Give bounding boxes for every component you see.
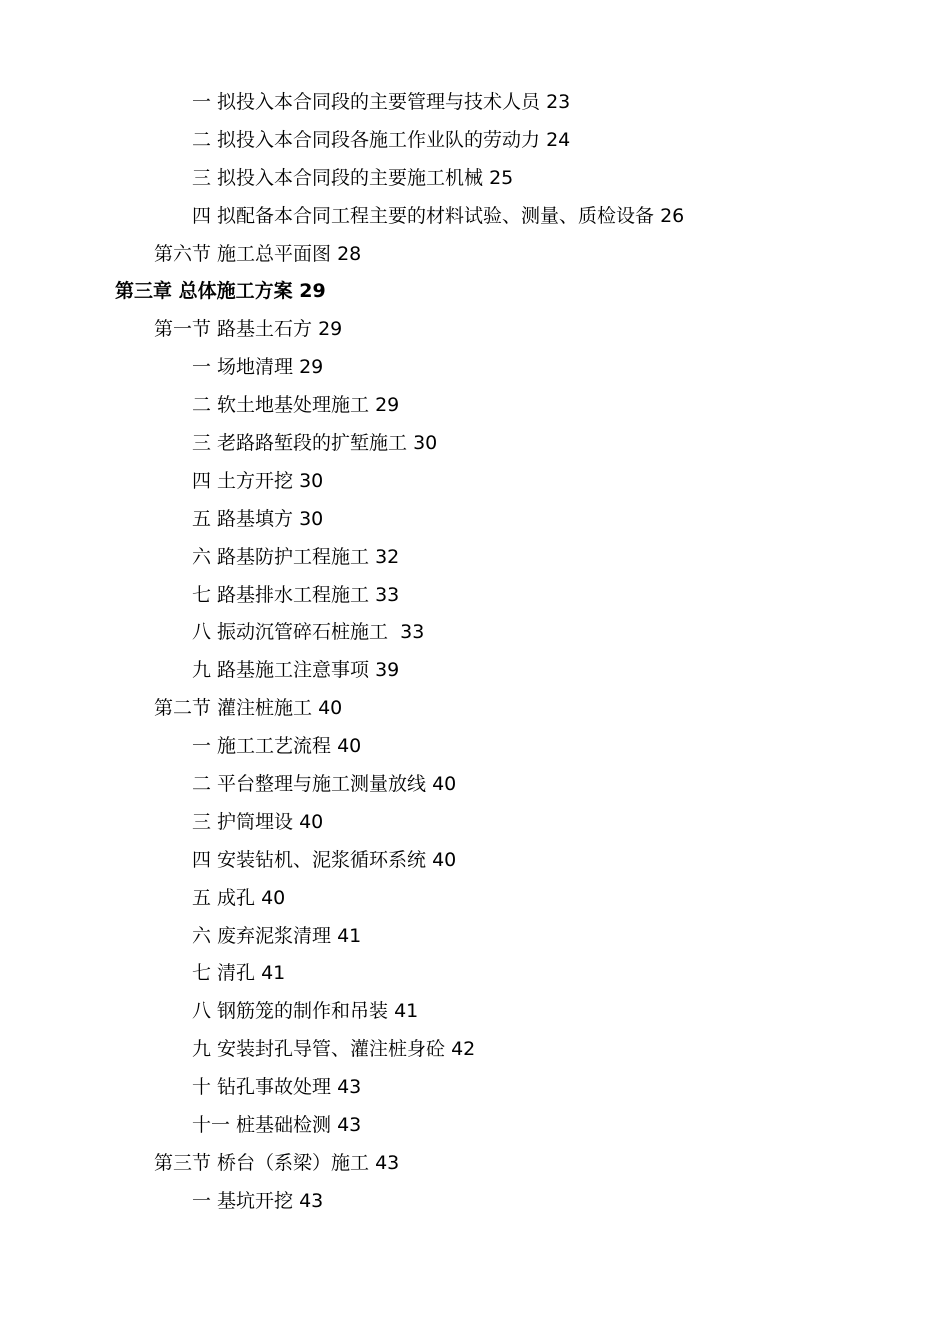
toc-item-entry[interactable]: 七 路基排水工程施工 33 [192, 583, 400, 606]
toc-item-entry[interactable]: 六 废弃泥浆清理 41 [192, 924, 362, 947]
toc-item-entry[interactable]: 六 路基防护工程施工 32 [192, 545, 400, 568]
toc-item-entry[interactable]: 十 钻孔事故处理 43 [192, 1076, 362, 1099]
toc-item-entry[interactable]: 七 清孔 41 [192, 962, 286, 985]
toc-section-entry[interactable]: 第一节 路基土石方 29 [154, 318, 343, 341]
toc-item-entry[interactable]: 五 成孔 40 [192, 886, 286, 909]
toc-item-entry[interactable]: 九 路基施工注意事项 39 [192, 659, 400, 682]
toc-item-entry[interactable]: 二 平台整理与施工测量放线 40 [192, 773, 457, 796]
toc-item-entry[interactable]: 三 护筒埋设 40 [192, 810, 324, 833]
toc-chapter-entry[interactable]: 第三章 总体施工方案 29 [115, 280, 326, 303]
toc-item-entry[interactable]: 二 软土地基处理施工 29 [192, 394, 400, 417]
toc-item-entry[interactable]: 三 老路路堑段的扩堑施工 30 [192, 432, 438, 455]
toc-item-entry[interactable]: 一 施工工艺流程 40 [192, 735, 362, 758]
toc-item-entry[interactable]: 八 振动沉管碎石桩施工 33 [192, 621, 425, 644]
toc-item-entry[interactable]: 一 场地清理 29 [192, 356, 324, 379]
toc-item-entry[interactable]: 四 拟配备本合同工程主要的材料试验、测量、质检设备 26 [192, 204, 685, 227]
toc-item-entry[interactable]: 一 基坑开挖 43 [192, 1189, 324, 1212]
toc-list [0, 84, 950, 1221]
toc-section-entry[interactable]: 第六节 施工总平面图 28 [154, 242, 362, 265]
toc-section-entry[interactable]: 第三节 桥台（系梁）施工 43 [154, 1151, 400, 1174]
toc-item-entry[interactable]: 一 拟投入本合同段的主要管理与技术人员 23 [192, 91, 571, 113]
toc-item-entry[interactable]: 八 钢筋笼的制作和吊装 41 [192, 1000, 419, 1023]
toc-item-entry[interactable]: 四 安装钻机、泥浆循环系统 40 [192, 848, 457, 871]
toc-item-entry[interactable]: 五 路基填方 30 [192, 507, 324, 530]
toc-section-entry[interactable]: 第二节 灌注桩施工 40 [154, 697, 343, 720]
toc-item-entry[interactable]: 二 拟投入本合同段各施工作业队的劳动力 24 [192, 128, 571, 151]
toc-page [0, 84, 950, 1221]
toc-item-entry[interactable]: 九 安装封孔导管、灌注桩身砼 42 [192, 1038, 476, 1061]
toc-item-entry[interactable]: 三 拟投入本合同段的主要施工机械 25 [192, 166, 514, 189]
toc-item-entry[interactable]: 十一 桩基础检测 43 [192, 1114, 362, 1137]
toc-item-entry[interactable]: 四 土方开挖 30 [192, 469, 324, 492]
